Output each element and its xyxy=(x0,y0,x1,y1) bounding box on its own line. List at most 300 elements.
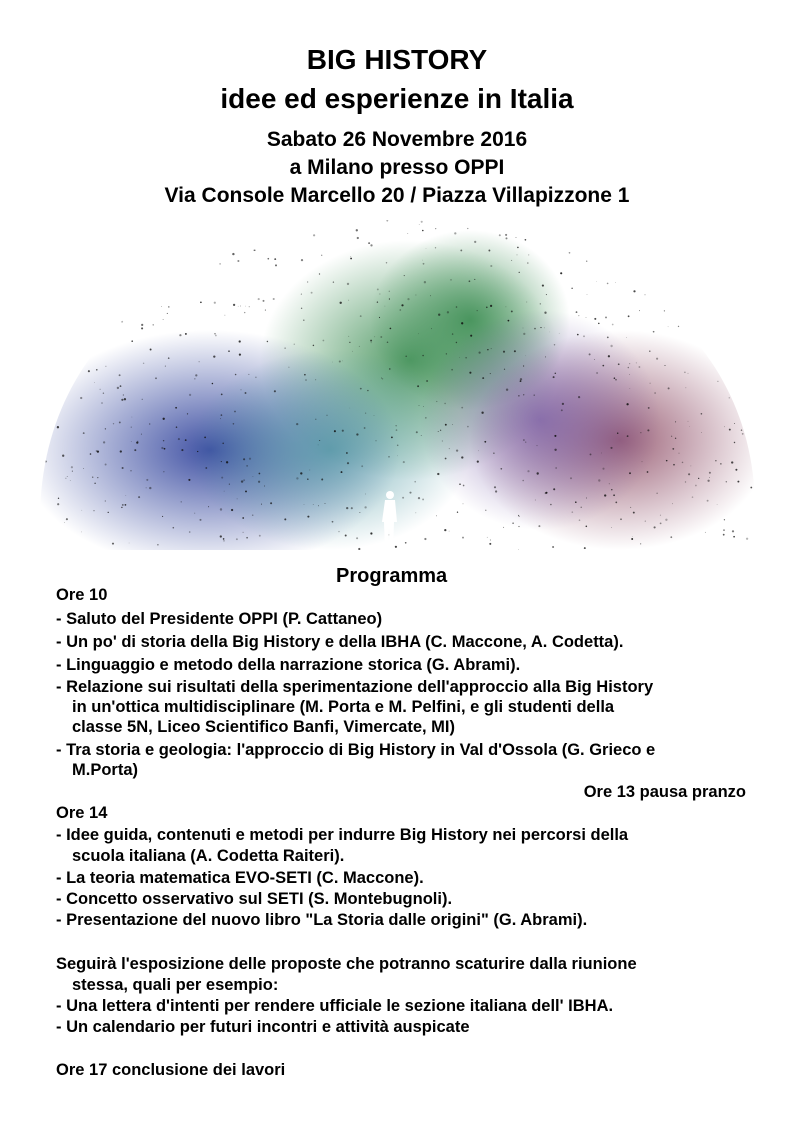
star xyxy=(615,282,616,283)
star xyxy=(579,519,581,521)
star xyxy=(687,270,689,272)
star xyxy=(709,472,711,474)
star xyxy=(457,512,458,513)
star xyxy=(294,344,295,345)
star xyxy=(437,473,439,475)
star xyxy=(248,374,249,375)
star xyxy=(452,424,453,425)
star xyxy=(672,448,674,450)
list-item: - Presentazione del nuovo libro "La Storia dalle origini" (G. Abrami). xyxy=(56,911,588,929)
star xyxy=(720,463,721,464)
star xyxy=(670,536,672,538)
star xyxy=(477,310,478,311)
star xyxy=(51,308,52,309)
star xyxy=(143,294,144,295)
star xyxy=(267,258,269,260)
star xyxy=(602,365,604,367)
star xyxy=(726,481,727,482)
star xyxy=(445,458,447,460)
star xyxy=(379,317,380,318)
star xyxy=(715,278,716,279)
star xyxy=(684,371,686,373)
star xyxy=(701,413,703,415)
star xyxy=(175,407,177,409)
star xyxy=(461,407,463,409)
star xyxy=(321,255,322,256)
star xyxy=(540,303,541,304)
star xyxy=(171,244,172,245)
star xyxy=(374,415,375,416)
star xyxy=(149,487,151,489)
star xyxy=(449,531,450,532)
star xyxy=(518,395,520,397)
star xyxy=(359,512,360,513)
star xyxy=(342,361,343,362)
star xyxy=(626,403,628,405)
star xyxy=(422,260,423,261)
star xyxy=(409,492,411,494)
star xyxy=(215,335,217,337)
star xyxy=(747,250,748,251)
star xyxy=(96,369,98,371)
star xyxy=(720,325,721,326)
star xyxy=(194,513,195,514)
star xyxy=(729,429,731,431)
star xyxy=(442,440,443,441)
star xyxy=(319,440,320,441)
star xyxy=(342,430,344,432)
list-item-continued: in un'ottica multidisciplinare (M. Porta e M. Pelfini, e gli studenti della xyxy=(72,698,615,716)
star xyxy=(485,510,486,511)
lunch-break: Ore 13 pausa pranzo xyxy=(583,783,746,801)
star xyxy=(664,310,665,311)
star xyxy=(628,315,630,317)
star xyxy=(58,293,59,294)
star xyxy=(157,544,159,546)
star xyxy=(732,269,734,271)
star xyxy=(737,230,738,231)
star xyxy=(631,538,633,540)
star xyxy=(620,518,622,520)
star xyxy=(676,270,677,271)
star xyxy=(200,301,202,303)
star xyxy=(459,357,460,358)
star xyxy=(657,493,658,494)
star xyxy=(50,234,52,236)
star xyxy=(55,310,56,311)
star xyxy=(173,527,175,529)
star xyxy=(301,294,302,295)
star xyxy=(607,283,609,285)
star xyxy=(307,478,309,480)
star xyxy=(417,385,419,387)
star xyxy=(119,231,120,232)
star xyxy=(685,481,686,482)
star xyxy=(161,447,163,449)
star xyxy=(265,310,266,311)
star xyxy=(64,522,65,523)
star xyxy=(535,500,536,501)
star xyxy=(703,314,704,315)
star xyxy=(564,228,565,229)
star xyxy=(482,225,484,227)
star xyxy=(185,439,187,441)
star xyxy=(419,405,420,406)
star xyxy=(235,374,237,376)
star xyxy=(735,373,737,375)
star xyxy=(438,314,440,316)
star xyxy=(615,379,616,380)
follow-intro-continued: stessa, quali per esempio: xyxy=(72,976,279,994)
star xyxy=(213,355,215,357)
star xyxy=(737,481,739,483)
star xyxy=(179,334,181,336)
star xyxy=(735,469,737,471)
star xyxy=(164,448,166,450)
star xyxy=(545,492,547,494)
star xyxy=(167,313,168,314)
star xyxy=(587,223,589,225)
list-item-continued: scuola italiana (A. Codetta Raiteri). xyxy=(72,847,345,865)
star xyxy=(415,512,416,513)
star xyxy=(525,239,527,241)
star xyxy=(743,343,744,344)
star xyxy=(660,523,662,525)
star xyxy=(594,359,595,360)
star xyxy=(141,327,143,329)
star xyxy=(155,377,157,379)
star xyxy=(688,373,689,374)
star xyxy=(450,279,451,280)
star xyxy=(728,380,729,381)
star xyxy=(688,421,689,422)
star xyxy=(672,503,673,504)
star xyxy=(647,429,649,431)
star xyxy=(490,265,492,267)
star xyxy=(586,526,588,528)
star xyxy=(150,349,152,351)
star xyxy=(415,294,416,295)
star xyxy=(221,414,223,416)
star xyxy=(377,288,379,290)
star xyxy=(725,260,727,262)
star xyxy=(370,532,372,534)
star xyxy=(62,455,64,457)
star xyxy=(416,431,418,433)
star xyxy=(537,472,539,474)
star xyxy=(224,491,225,492)
star xyxy=(613,494,615,496)
star xyxy=(575,501,577,503)
star xyxy=(685,387,686,388)
star xyxy=(44,344,45,345)
star xyxy=(727,253,728,254)
star xyxy=(459,483,460,484)
star xyxy=(414,481,416,483)
star xyxy=(514,350,516,352)
star xyxy=(93,510,94,511)
star xyxy=(141,324,143,326)
star xyxy=(270,502,272,504)
star xyxy=(81,510,82,511)
star xyxy=(517,247,519,249)
star xyxy=(380,336,382,338)
star xyxy=(161,306,162,307)
star xyxy=(463,485,465,487)
star xyxy=(100,264,102,266)
title: BIG HISTORY xyxy=(306,44,488,75)
star xyxy=(648,407,650,409)
list-item: - Saluto del Presidente OPPI (P. Cattaneo) xyxy=(56,610,383,628)
star xyxy=(222,443,224,445)
star xyxy=(467,426,469,428)
star xyxy=(424,538,426,540)
star xyxy=(469,372,471,374)
star xyxy=(495,490,497,492)
star xyxy=(422,230,424,232)
star xyxy=(356,537,358,539)
star xyxy=(739,293,741,295)
list-item: - Tra storia e geologia: l'approccio di Big History in Val d'Ossola (G. Grieco e xyxy=(56,741,656,759)
star xyxy=(710,251,712,253)
star xyxy=(395,546,397,548)
star xyxy=(511,260,512,261)
star xyxy=(246,465,247,466)
star xyxy=(436,401,437,402)
star xyxy=(205,467,207,469)
star xyxy=(405,355,407,357)
star xyxy=(729,296,730,297)
star xyxy=(199,361,200,362)
star xyxy=(231,509,233,511)
star xyxy=(122,467,124,469)
star xyxy=(52,249,54,251)
star xyxy=(519,516,520,517)
star xyxy=(386,262,387,263)
star xyxy=(494,486,496,488)
star xyxy=(487,349,488,350)
star xyxy=(643,238,644,239)
star xyxy=(313,345,315,347)
star xyxy=(397,445,399,447)
list-item: - Concetto osservativo sul SETI (S. Montebugnoli). xyxy=(56,890,453,908)
star xyxy=(347,283,349,285)
star xyxy=(401,304,403,306)
star xyxy=(176,426,178,428)
program-heading: Programma xyxy=(336,565,448,587)
star xyxy=(518,515,519,516)
star xyxy=(512,522,514,524)
star xyxy=(635,273,636,274)
star xyxy=(364,427,366,429)
star xyxy=(339,360,341,362)
star xyxy=(241,480,243,482)
star xyxy=(215,255,217,257)
star xyxy=(697,337,698,338)
star xyxy=(444,403,445,404)
star xyxy=(181,449,183,451)
star xyxy=(388,456,390,458)
star xyxy=(456,306,458,308)
star xyxy=(138,496,140,498)
star xyxy=(246,537,248,539)
star xyxy=(571,288,572,289)
star xyxy=(199,228,201,230)
star xyxy=(162,516,163,517)
star xyxy=(506,237,508,239)
star xyxy=(365,494,366,495)
star xyxy=(109,263,110,264)
star xyxy=(81,532,82,533)
star xyxy=(243,479,245,481)
star xyxy=(424,281,426,283)
star xyxy=(181,501,182,502)
star xyxy=(689,426,690,427)
star xyxy=(284,518,286,520)
star xyxy=(239,340,241,342)
star xyxy=(194,378,195,379)
star xyxy=(221,394,223,396)
star xyxy=(252,476,253,477)
star xyxy=(252,514,253,515)
star xyxy=(225,315,226,316)
star xyxy=(397,455,398,456)
star xyxy=(449,448,450,449)
star xyxy=(391,437,393,439)
star xyxy=(159,221,161,223)
star xyxy=(504,369,505,370)
star xyxy=(523,439,525,441)
star xyxy=(668,387,670,389)
star xyxy=(584,547,586,549)
star xyxy=(340,302,342,304)
star xyxy=(223,538,225,540)
star xyxy=(97,259,98,260)
star xyxy=(258,481,260,483)
star xyxy=(706,329,707,330)
star xyxy=(559,333,560,334)
star xyxy=(304,374,306,376)
star xyxy=(350,256,351,257)
star xyxy=(554,435,556,437)
star xyxy=(370,340,372,342)
star xyxy=(318,445,319,446)
star xyxy=(223,540,224,541)
star xyxy=(237,499,238,500)
star xyxy=(474,279,475,280)
star xyxy=(97,450,99,452)
star xyxy=(545,356,546,357)
star xyxy=(305,379,307,381)
star xyxy=(675,421,676,422)
star xyxy=(80,397,82,399)
star xyxy=(103,441,105,443)
star xyxy=(195,374,197,376)
star xyxy=(71,466,73,468)
star xyxy=(204,437,206,439)
star xyxy=(70,352,71,353)
star xyxy=(426,380,428,382)
star xyxy=(102,300,103,301)
event-venue: a Milano presso OPPI xyxy=(289,156,505,179)
star xyxy=(737,348,739,350)
star xyxy=(303,319,304,320)
star xyxy=(323,340,325,342)
star xyxy=(739,349,740,350)
star xyxy=(628,367,630,369)
star xyxy=(352,351,353,352)
star xyxy=(261,504,262,505)
star xyxy=(746,256,747,257)
star xyxy=(666,460,668,462)
star xyxy=(81,221,82,222)
star xyxy=(165,366,166,367)
star xyxy=(629,472,631,474)
star xyxy=(604,263,606,265)
star xyxy=(602,468,604,470)
star xyxy=(618,363,620,365)
star xyxy=(131,441,132,442)
star xyxy=(85,223,87,225)
star xyxy=(654,392,656,394)
star xyxy=(236,242,237,243)
star xyxy=(229,484,230,485)
star xyxy=(399,309,401,311)
star xyxy=(307,516,309,518)
star xyxy=(462,503,463,504)
star xyxy=(673,464,675,466)
star xyxy=(647,471,649,473)
star xyxy=(456,449,458,451)
star xyxy=(505,234,507,236)
star xyxy=(560,272,562,274)
star xyxy=(255,377,257,379)
star xyxy=(656,358,658,360)
star xyxy=(332,362,333,363)
list-item: - Idee guida, contenuti e metodi per indurre Big History nei percorsi della xyxy=(56,826,629,844)
star xyxy=(554,344,555,345)
star xyxy=(470,335,472,337)
star xyxy=(516,237,517,238)
star xyxy=(561,409,563,411)
star xyxy=(359,346,360,347)
star xyxy=(105,464,107,466)
star xyxy=(723,534,725,536)
star xyxy=(382,378,383,379)
star xyxy=(136,441,138,443)
star xyxy=(462,537,464,539)
star xyxy=(569,252,571,254)
star xyxy=(168,357,170,359)
star xyxy=(108,512,109,513)
star xyxy=(544,312,546,314)
star xyxy=(444,529,446,531)
star xyxy=(640,432,641,433)
star xyxy=(117,387,119,389)
star xyxy=(368,242,370,244)
star xyxy=(554,449,556,451)
star xyxy=(233,304,235,306)
star xyxy=(226,461,228,463)
star xyxy=(490,305,492,307)
star xyxy=(465,357,466,358)
star xyxy=(130,470,131,471)
star xyxy=(112,543,114,545)
star xyxy=(325,503,326,504)
star xyxy=(490,539,491,540)
star xyxy=(245,306,246,307)
star xyxy=(607,337,609,339)
